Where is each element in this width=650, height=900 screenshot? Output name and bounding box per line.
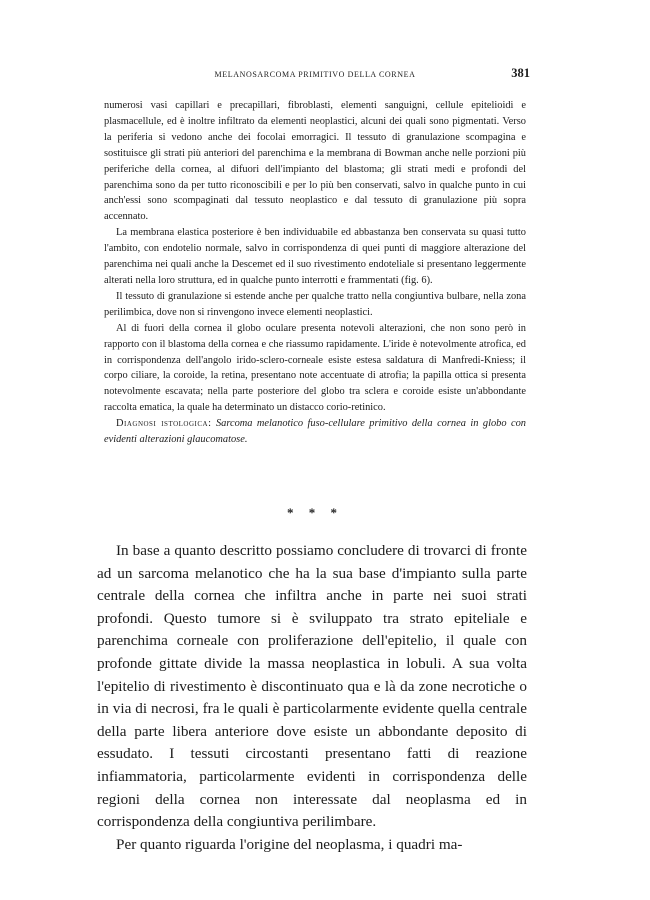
paragraph: Per quanto riguarda l'origine del neoplasma, i quadri ma-	[116, 835, 463, 853]
paragraph: Al di fuori della cornea il globo oculare presenta notevoli alterazioni, che non sono però in rapporto con il blastoma della cornea e che riassumo rapidamente. L'iride è notevolmente atrofica, ed in corrispondenza dell'angolo irido-sclero-corneale esiste estesa saldatura di Manfredi-Kniess; il corpo ciliare, la coroide, la retina, presentano note accentuate di atrofia; la papilla ottica si presenta notevolmente escavata; nella parte posteriore del globo tra sclera e coroide esiste un'abbondante raccolta ematica, la quale ha determinato un distacco corio-retinico.	[104, 322, 526, 414]
histology-description	[104, 98, 526, 448]
diagnosis-text: Sarcoma melanotico fuso-cellulare primitivo della cornea in globo con evidenti alterazioni glaucomatose.	[104, 418, 526, 446]
running-head: MELANOSARCOMA PRIMITIVO DELLA CORNEA	[214, 70, 416, 79]
paragraph: Il tessuto di granulazione si estende anche per qualche tratto nella congiuntiva bulbare, nella zona perilimbica, dove non si rinvengono invece elementi neoplastici.	[104, 290, 526, 318]
page-header	[100, 66, 530, 86]
discussion-text	[97, 540, 527, 856]
diagnosis-label: Diagnosi istologica:	[116, 418, 212, 430]
page-number: 381	[511, 66, 530, 80]
paragraph: numerosi vasi capillari e precapillari, fibroblasti, elementi sanguigni, cellule epitelioidi e plasmacellule, ed è inoltre infiltrato da elementi neoplastici, alcuni dei quali sono pigmentati. Verso la periferia si vedono anche dei focolai emorragici. Il tessuto di granulazione scompagina e sostituisce gli strati più anteriori del parenchima e la membrana di Bowman anche nelle porzioni più periferiche della cornea, al difuori dell'impianto del blastoma; gli strati medi e profondi del parenchima sono da per tutto riconoscibili e per lo più ben conservati, salvo in qualche punto in cui anch'essi sono scompaginati dal tessuto neoplastico e dal tessuto di granulazione più sopra accennato.	[104, 100, 526, 223]
paragraph: La membrana elastica posteriore è ben individuabile ed abbastanza ben conservata su quasi tutto l'ambito, con endotelio normale, salvo in corrispondenza di quei punti di maggiore alterazione del parenchima nei quali anche la Descemet ed il suo rivestimento endoteliale si presentano leggermente alterati nella loro struttura, ed in qualche punto interrotti e frammentati (fig. 6).	[104, 227, 526, 286]
paragraph: In base a quanto descritto possiamo concludere di trovarci di fronte ad un sarcoma melanotico che ha la sua base d'impianto sulla parte centrale della cornea che infiltra anche in parte nei suoi strati profondi. Questo tumore si è sviluppato tra strato epiteliale e parenchima corneale con proliferazione dell'epitelio, il quale con profonde gittate divide la massa neoplastica in lobuli. A sua volta l'epitelio di rivestimento è discontinuato qua e là da zone necrotiche o in via di necrosi, fra le quali è particolarmente evidente quella centrale della parte libera anteriore dove esiste un abbondante deposito di essudato. I tessuti circostanti presentano fatti di reazione infiammatoria, particolarmente evidenti in corrispondenza delle regioni della cornea non interessate dal neoplasma ed in corrispondenza della congiuntiva perilimbare.	[97, 542, 527, 831]
section-separator: * * *	[287, 505, 343, 520]
diagnosis-paragraph	[104, 416, 526, 448]
